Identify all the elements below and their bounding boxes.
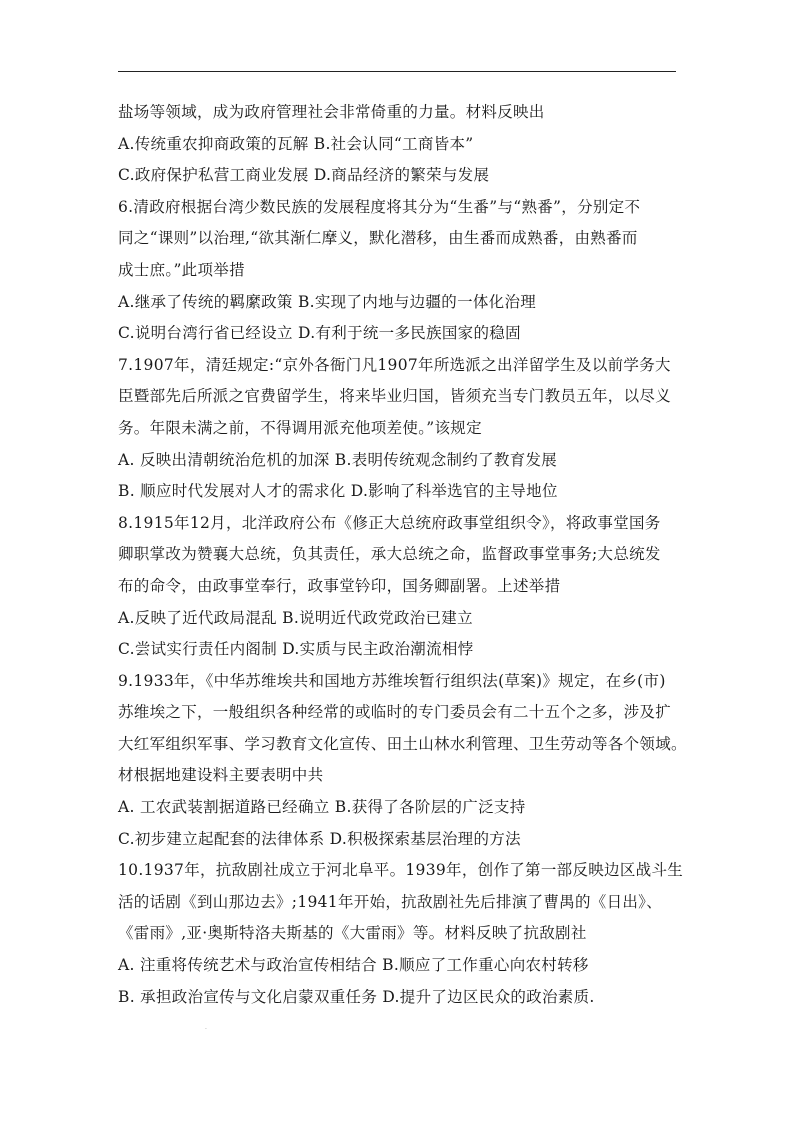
question-8-line: 8.1915年12月，北洋政府公布《修正大总统府政事堂组织令》，将政事堂国务 [118, 513, 661, 532]
question-9-line: 9.1933年，《中华苏维埃共和国地方苏维埃暂行组织法(草案)》规定，在乡(市) [118, 671, 666, 690]
question-10-line: 10.1937年，抗敌剧社成立于河北阜平。1939年，创作了第一部反映边区战斗生 [118, 861, 684, 880]
question-8-line: 卿职掌改为赞襄大总统，负其责任，承大总统之命，监督政事堂事务;大总统发 [118, 545, 661, 564]
question-8-line: 布的命令，由政事堂奉行，政事堂钤印，国务卿副署。上述举措 [118, 576, 561, 595]
footer-mark: . [205, 1024, 207, 1031]
answer-options: C.尝试实行责任内阁制 D.实质与民主政治潮流相悖 [118, 640, 474, 659]
question-9-line: 苏维埃之下，一般组织各种经常的或临时的专门委员会有二十五个之多，涉及扩 [118, 703, 672, 722]
answer-options: A.继承了传统的羁縻政策 B.实现了内地与边疆的一体化治理 [118, 292, 537, 311]
question-7-line: 务。年限未满之前，不得调用派充他项差使。”该规定 [118, 418, 482, 437]
question-10-line: 《雷雨》,亚·奥斯特洛夫斯基的《大雷雨》等。材料反映了抗敌剧社 [118, 924, 587, 943]
header-rule [118, 71, 676, 72]
answer-options: C.说明台湾行省已经设立 D.有利于统一多民族国家的稳固 [118, 324, 521, 343]
answer-options: B. 顺应时代发展对人才的需求化 D.影响了科举选官的主导地位 [118, 482, 558, 501]
answer-options: A. 工农武装割据道路已经确立 B.获得了各阶层的广泛支持 [118, 798, 526, 817]
question-7-line: 7.1907年，清廷规定:“京外各衙门凡1907年所选派之出洋留学生及以前学务大 [118, 355, 671, 374]
document-body [118, 97, 690, 1013]
answer-options: A.传统重农抑商政策的瓦解 B.社会认同“工商皆本” [118, 134, 474, 153]
answer-options: C.初步建立起配套的法律体系 D.积极探索基层治理的方法 [118, 829, 521, 848]
text-line: 盐场等领域，成为政府管理社会非常倚重的力量。材料反映出 [118, 103, 545, 121]
answer-options: A.反映了近代政局混乱 B.说明近代政党政治已建立 [118, 608, 473, 627]
answer-options: C.政府保护私营工商业发展 D.商品经济的繁荣与发展 [118, 166, 490, 185]
question-6-line: 成士庶。”此项举措 [118, 260, 245, 279]
question-9-line: 大红军组织军事、学习教育文化宣传、田土山林水利管理、卫生劳动等各个领域。 [118, 734, 687, 753]
answer-options: A. 注重将传统艺术与政治宣传相结合 B.顺应了工作重心向农村转移 [118, 956, 589, 975]
question-6-line: 同之“课则”以治理,“欲其渐仁摩义，默化潜移，由生番而成熟番，由熟番而 [118, 229, 638, 248]
question-7-line: 臣暨部先后所派之官费留学生，将来毕业归国，皆须充当专门教员五年，以尽义 [118, 387, 672, 406]
answer-options: B. 承担政治宣传与文化启蒙双重任务 D.提升了边区民众的政治素质. [118, 987, 595, 1006]
question-10-line: 活的话剧《到山那边去》;1941年开始，抗敌剧社先后排演了曹禺的《日出》、 [118, 892, 663, 911]
question-9-line: 材根据地建设料主要表明中共 [118, 766, 324, 785]
question-6-line: 6.清政府根据台湾少数民族的发展程度将其分为“生番”与“熟番”，分别定不 [118, 197, 641, 216]
answer-options: A. 反映出清朝统治危机的加深 B.表明传统观念制约了教育发展 [118, 450, 558, 469]
